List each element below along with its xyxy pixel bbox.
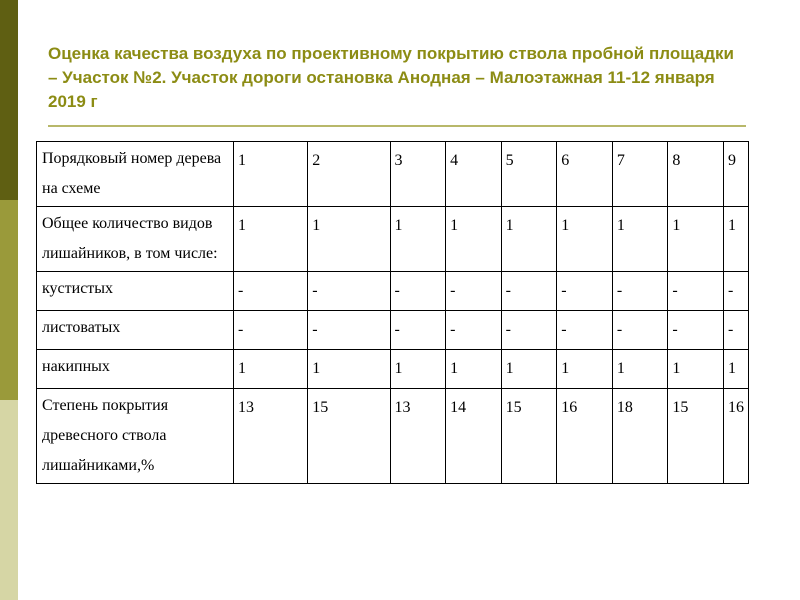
- table-cell: -: [390, 311, 446, 350]
- table-cell: 1: [668, 207, 724, 272]
- table-cell: 18: [612, 389, 668, 484]
- table-cell: 1: [723, 350, 748, 389]
- table-row: [37, 389, 749, 484]
- table-cell: 9: [723, 142, 748, 207]
- table-cell: -: [557, 311, 613, 350]
- row-label: кустистых: [37, 272, 234, 311]
- table-cell: -: [612, 311, 668, 350]
- table-cell: 16: [723, 389, 748, 484]
- table-cell: 1: [723, 207, 748, 272]
- table-cell: -: [668, 272, 724, 311]
- table-cell: -: [308, 272, 390, 311]
- table-cell: 1: [233, 350, 307, 389]
- table-cell: 1: [446, 207, 502, 272]
- table-cell: 16: [557, 389, 613, 484]
- table-row: [37, 142, 749, 207]
- table-cell: 8: [668, 142, 724, 207]
- table-cell: 2: [308, 142, 390, 207]
- slide-title: Оценка качества воздуха по проективному покрытию ствола пробной площадки – Участок №2. Участок дороги остановка Анодная – Малоэтажная 11-12 января 2019 г: [48, 44, 734, 111]
- table-cell: 1: [501, 350, 557, 389]
- table-cell: -: [446, 272, 502, 311]
- table-cell: -: [390, 272, 446, 311]
- decor-bar-light: [0, 400, 18, 600]
- table-cell: 1: [390, 350, 446, 389]
- table-cell: -: [557, 272, 613, 311]
- row-label: Общее количество видов лишайников, в том числе:: [37, 207, 234, 272]
- table-cell: -: [446, 311, 502, 350]
- row-label: Степень покрытия древесного ствола лишайниками,%: [37, 389, 234, 484]
- table-cell: -: [612, 272, 668, 311]
- table-cell: 1: [668, 350, 724, 389]
- table-cell: 15: [308, 389, 390, 484]
- row-label: Порядковый номер дерева на схеме: [37, 142, 234, 207]
- table-cell: 15: [668, 389, 724, 484]
- table-row: [37, 311, 749, 350]
- title-underline: [48, 125, 746, 127]
- table-cell: 1: [233, 142, 307, 207]
- table-cell: 1: [390, 207, 446, 272]
- table-cell: 1: [557, 350, 613, 389]
- table-cell: 5: [501, 142, 557, 207]
- table-cell: -: [723, 272, 748, 311]
- table-cell: -: [233, 272, 307, 311]
- table-cell: -: [723, 311, 748, 350]
- table-cell: 3: [390, 142, 446, 207]
- table-cell: 1: [308, 207, 390, 272]
- table-cell: -: [308, 311, 390, 350]
- table-cell: 1: [612, 350, 668, 389]
- table-cell: 6: [557, 142, 613, 207]
- table-body: [37, 142, 749, 484]
- table-cell: 1: [446, 350, 502, 389]
- decor-bar-mid: [0, 200, 18, 400]
- table-cell: 1: [308, 350, 390, 389]
- table-cell: 14: [446, 389, 502, 484]
- table-cell: 1: [612, 207, 668, 272]
- table-cell: 7: [612, 142, 668, 207]
- table-cell: 13: [390, 389, 446, 484]
- table-cell: 4: [446, 142, 502, 207]
- table-cell: 1: [501, 207, 557, 272]
- table-row: [37, 350, 749, 389]
- table-cell: 13: [233, 389, 307, 484]
- table-cell: -: [668, 311, 724, 350]
- table-row: [37, 272, 749, 311]
- decor-bar-dark: [0, 0, 18, 200]
- table-cell: 1: [557, 207, 613, 272]
- table-cell: -: [501, 311, 557, 350]
- table-cell: 15: [501, 389, 557, 484]
- table-cell: -: [233, 311, 307, 350]
- table-cell: 1: [233, 207, 307, 272]
- table-row: [37, 207, 749, 272]
- row-label: накипных: [37, 350, 234, 389]
- row-label: листоватых: [37, 311, 234, 350]
- lichen-table: [36, 141, 749, 484]
- table-cell: -: [501, 272, 557, 311]
